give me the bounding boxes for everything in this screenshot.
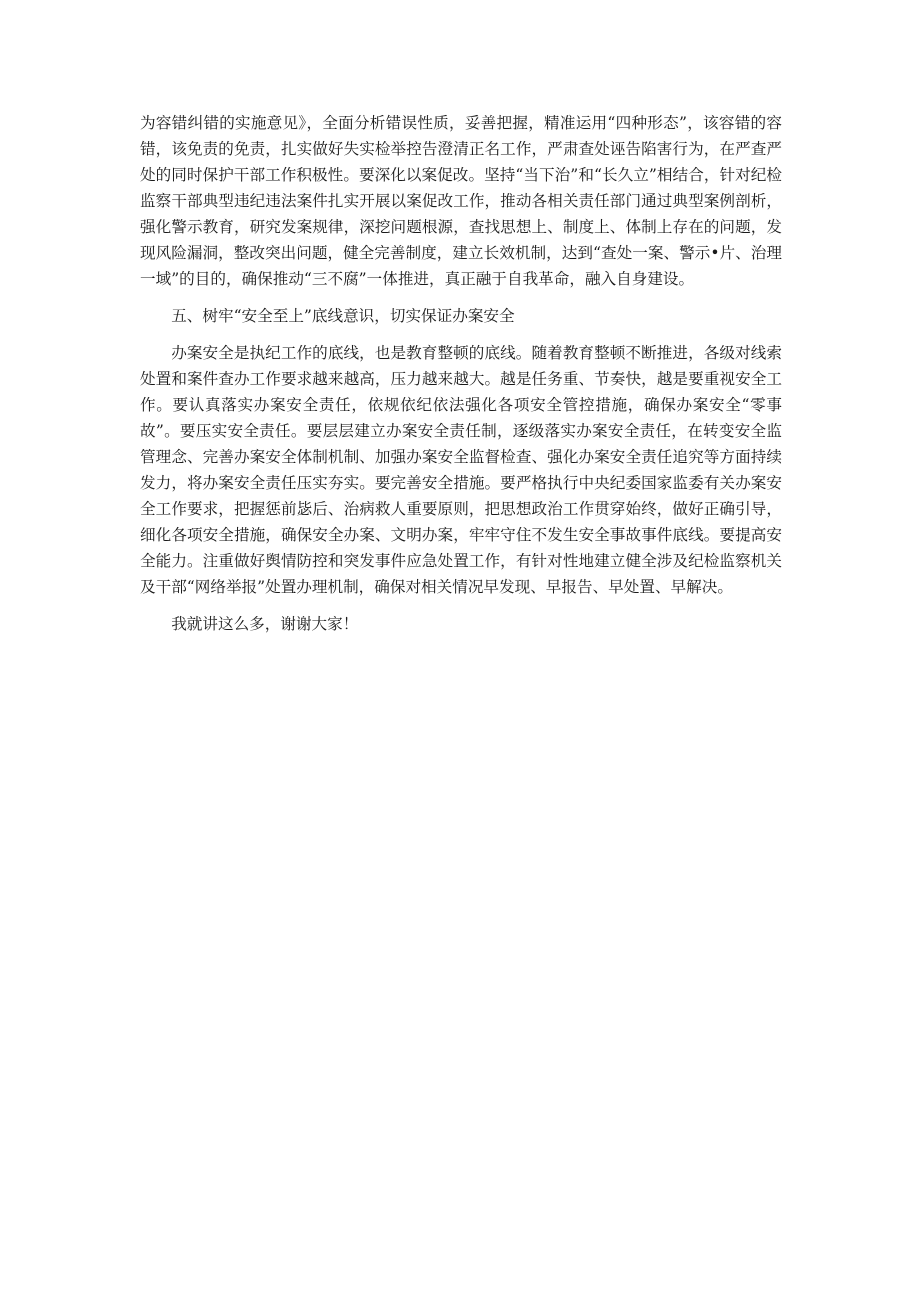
- body-paragraph: 办案安全是执纪工作的底线，也是教育整顿的底线。随着教育整顿不断推进，各级对线索处置和案件查办工作要求越来越高，压力越来越大。越是任务重、节奏快，越是要重视安全工作。要认真落实办案安全责任，依规依纪依法强化各项安全管控措施，确保办案安全“零事故”。要压实安全责任。要层层建立办案安全责任制，逐级落实办案安全责任，在转变安全监管理念、完善办案安全体制机制、加强办案安全监督检查、强化办案安全责任追究等方面持续发力，将办案安全责任压实夯实。要完善安全措施。要严格执行中央纪委国家监委有关办案安全工作要求，把握惩前毖后、治病救人重要原则，把思想政治工作贯穿始终，做好正确引导，细化各项安全措施，确保安全办案、文明办案，牢牢守住不发生安全事故事件底线。要提高安全能力。注重做好舆情防控和突发事件应急处置工作，有针对性地建立健全涉及纪检监察机关及干部“网络举报”处置办理机制，确保对相关情况早发现、早报告、早处置、早解决。: [140, 344, 782, 596]
- section-heading: 五、树牢“安全至上”底线意识，切实保证办案安全: [171, 307, 515, 325]
- document-page: [140, 110, 782, 637]
- body-paragraph: 为容错纠错的实施意见》，全面分析错误性质，妥善把握，精准运用“四种形态”，该容错的容错，该免责的免责，扎实做好失实检举控告澄清正名工作，严肃查处诬告陷害行为，在严查严处的同时保护干部工作积极性。要深化以案促改。坚持“当下治”和“长久立”相结合，针对纪检监察干部典型违纪违法案件扎实开展以案促改工作，推动各相关责任部门通过典型案例剖析，强化警示教育，研究发案规律，深挖问题根源，查找思想上、制度上、体制上存在的问题，发现风险漏洞，整改突出问题，健全完善制度，建立长效机制，达到“查处一案、警示•片、治理一域”的目的，确保推动“三不腐”一体推进，真正融于自我革命，融入自身建设。: [140, 114, 782, 288]
- closing-remark: 我就讲这么多，谢谢大家！: [171, 615, 359, 633]
